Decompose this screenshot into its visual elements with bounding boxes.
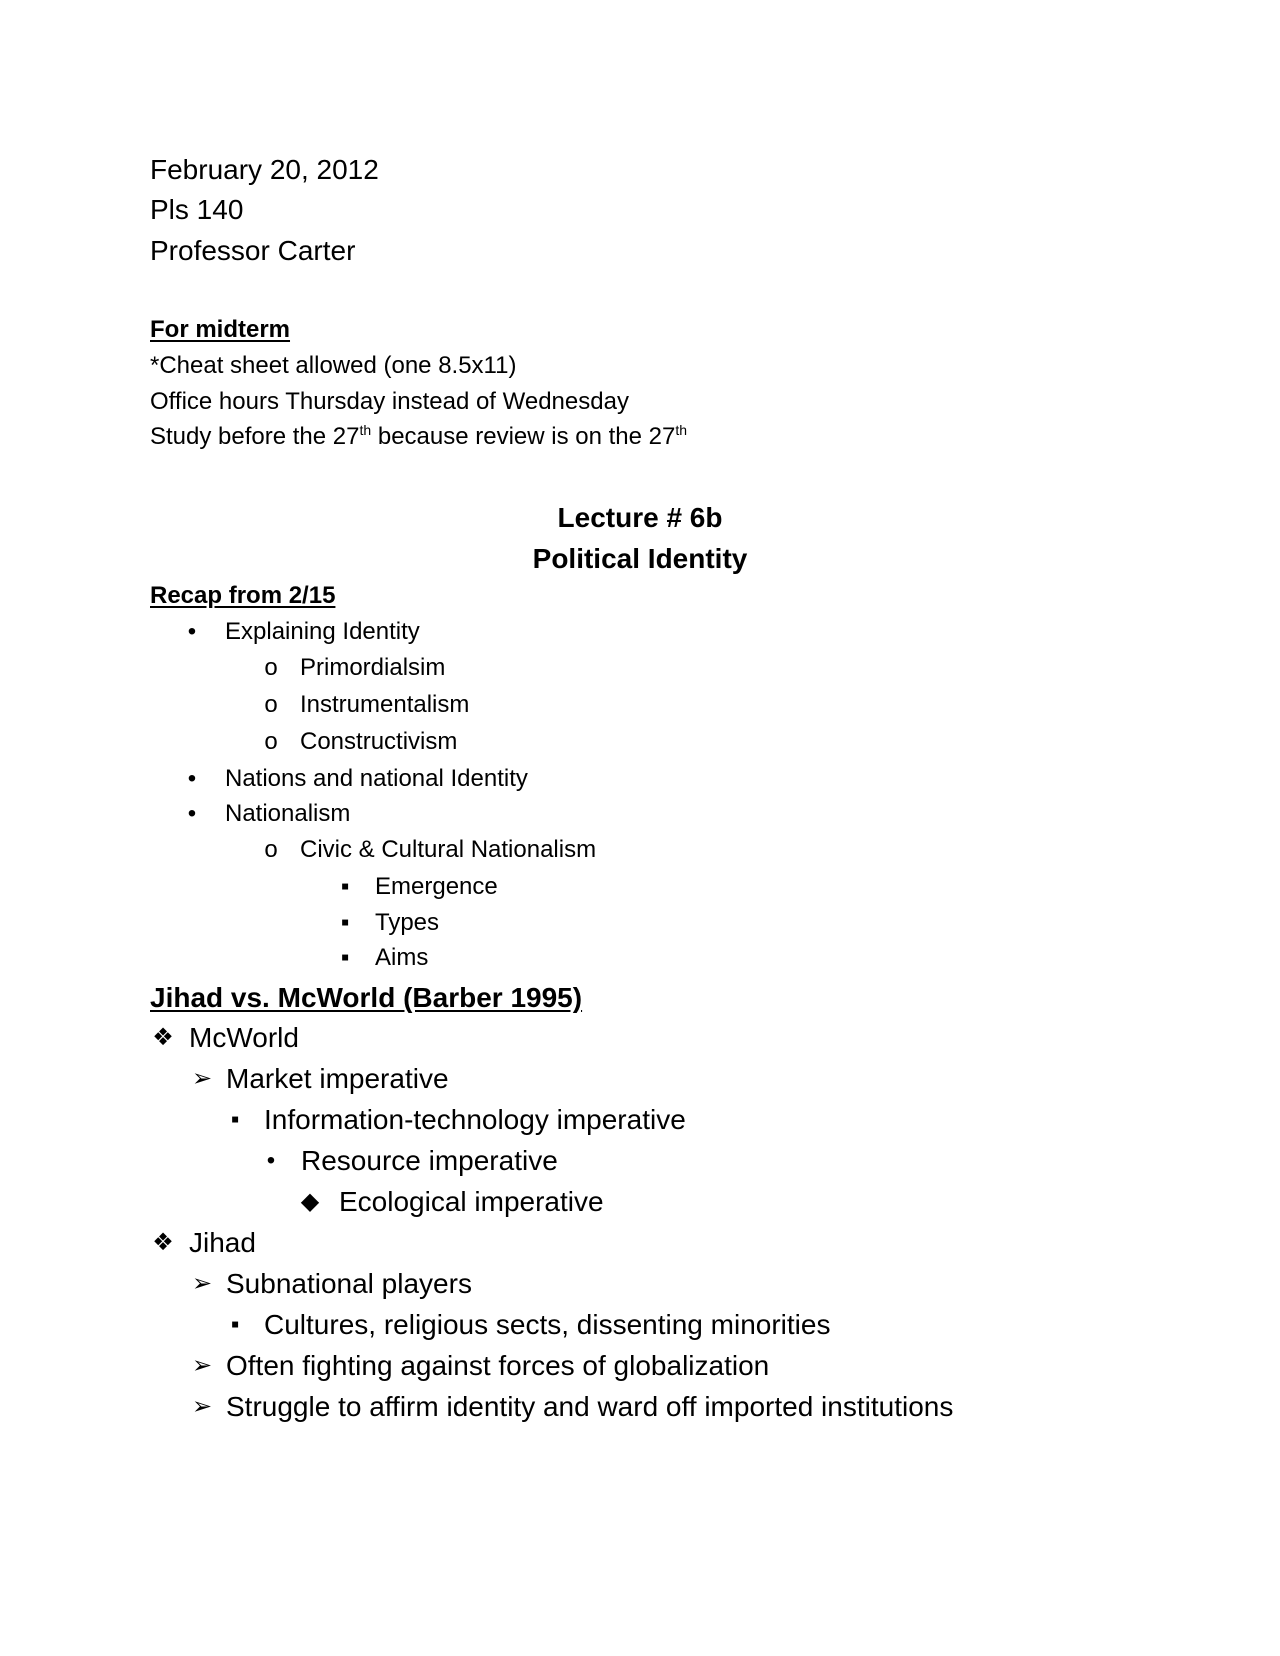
arrow-bullet-icon: ➢ xyxy=(191,1393,213,1420)
course-line: Pls 140 xyxy=(150,194,244,225)
recap-item: Aims xyxy=(375,944,429,971)
recap-heading: Recap from 2/15 xyxy=(150,582,336,609)
jihad-item: Struggle to affirm identity and ward off imported institutions xyxy=(226,1391,954,1422)
midterm-line-1: *Cheat sheet allowed (one 8.5x11) xyxy=(150,352,517,379)
midterm-line-2: Office hours Thursday instead of Wednesday xyxy=(150,388,629,415)
arrow-bullet-icon: ➢ xyxy=(191,1065,213,1092)
jihad-heading: Jihad vs. McWorld (Barber 1995) xyxy=(150,982,583,1013)
recap-item: Constructivism xyxy=(300,728,458,755)
midterm-line-3-text-a: Study before the 27 xyxy=(150,423,360,450)
lecture-title: Political Identity xyxy=(532,543,748,574)
square-bullet-icon: ▪ xyxy=(340,944,350,971)
midterm-line-3-sup-a: th xyxy=(359,422,372,438)
circle-bullet-icon: o xyxy=(264,691,278,718)
square-bullet-icon: ▪ xyxy=(230,1106,240,1133)
jihad-item: Jihad xyxy=(189,1227,256,1258)
square-bullet-icon: ▪ xyxy=(230,1311,240,1338)
square-bullet-icon: ▪ xyxy=(340,909,350,936)
recap-item: Instrumentalism xyxy=(300,691,470,718)
jihad-item: Often fighting against forces of globalization xyxy=(226,1350,770,1381)
jihad-item: Information-technology imperative xyxy=(264,1104,686,1135)
circle-bullet-icon: o xyxy=(264,836,278,863)
jihad-item: Ecological imperative xyxy=(339,1186,604,1217)
midterm-line-3 xyxy=(150,422,688,450)
jihad-item: Market imperative xyxy=(226,1063,449,1094)
circle-bullet-icon: o xyxy=(264,728,278,755)
lecture-number: Lecture # 6b xyxy=(557,502,723,533)
square-bullet-icon: ▪ xyxy=(340,873,350,900)
diamond-bullet-icon: ◆ xyxy=(300,1188,320,1215)
recap-item: Civic & Cultural Nationalism xyxy=(300,836,597,863)
professor-line: Professor Carter xyxy=(150,235,356,266)
date-line: February 20, 2012 xyxy=(150,154,379,185)
four-diamond-bullet-icon: ❖ xyxy=(152,1229,174,1256)
midterm-line-3-sup-b: th xyxy=(675,422,688,438)
disc-bullet-icon: • xyxy=(266,1147,276,1174)
recap-item: Nationalism xyxy=(225,800,351,827)
recap-item: Types xyxy=(375,909,440,936)
jihad-item: Cultures, religious sects, dissenting minorities xyxy=(264,1309,831,1340)
jihad-item: Resource imperative xyxy=(301,1145,558,1176)
recap-item: Explaining Identity xyxy=(225,618,420,645)
midterm-line-3-text-b: because review is on the 27 xyxy=(371,423,676,450)
recap-item: Nations and national Identity xyxy=(225,765,528,792)
disc-bullet-icon: • xyxy=(187,765,197,792)
arrow-bullet-icon: ➢ xyxy=(191,1270,213,1297)
disc-bullet-icon: • xyxy=(187,618,197,645)
circle-bullet-icon: o xyxy=(264,654,278,681)
disc-bullet-icon: • xyxy=(187,800,197,827)
midterm-heading: For midterm xyxy=(150,316,291,343)
recap-item: Primordialsim xyxy=(300,654,446,681)
jihad-item: McWorld xyxy=(189,1022,299,1053)
arrow-bullet-icon: ➢ xyxy=(191,1352,213,1379)
recap-item: Emergence xyxy=(375,873,498,900)
four-diamond-bullet-icon: ❖ xyxy=(152,1024,174,1051)
jihad-item: Subnational players xyxy=(226,1268,472,1299)
